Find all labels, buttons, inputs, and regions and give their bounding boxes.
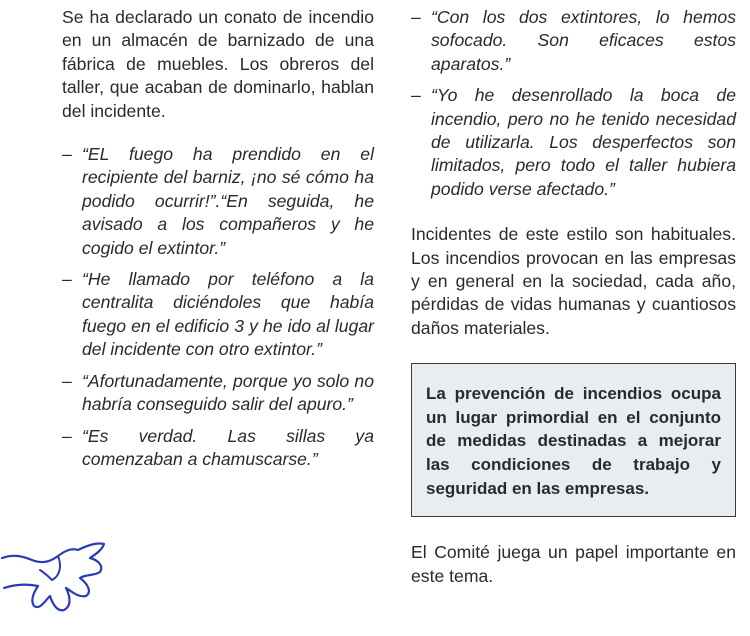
dash-marker: – (62, 269, 72, 290)
left-column (62, 6, 374, 479)
quote-item (62, 143, 374, 260)
quote-item (411, 84, 736, 201)
quote-text: “He llamado por teléfono a la centralita diciéndoles que había fuego en el edificio 3 y he ido al lugar del incidente con otro extintor.” (82, 269, 374, 360)
dash-marker: – (62, 425, 72, 446)
quote-text: “Afortunadamente, porque yo solo no habría conseguido salir del apuro.” (82, 370, 374, 415)
quote-item (411, 6, 736, 76)
incidents-paragraph: Incidentes de este estilo son habituales. Los incendios provocan en las empresas y en general en la sociedad, cada año, pérdidas de vidas humanas y cuantiosos daños materiales. (411, 224, 736, 338)
dash-marker: – (62, 370, 72, 391)
dash-marker: – (411, 7, 421, 27)
left-quote-list (62, 143, 374, 471)
closing-paragraph: El Comité juega un papel importante en este tema. (411, 542, 736, 586)
quote-text: “EL fuego ha prendido en el recipiente del barniz, ¡no sé cómo ha podido ocurrir!”.“En seguida, he avisado a los compañeros y he cogido el extintor.” (82, 144, 374, 258)
quote-item (62, 370, 374, 417)
right-quote-list (411, 6, 736, 201)
dash-marker: – (411, 85, 421, 106)
callout-text: La prevención de incendios ocupa un lugar primordial en el conjunto de medidas destinadas a mejorar las condiciones de trabajo y seguridad en las empresas. (426, 384, 721, 498)
quote-item (62, 425, 374, 472)
intro-paragraph: Se ha declarado un conato de incendio en un almacén de barnizado de una fábrica de muebles. Los obreros del taller, que acaban de dominarlo, hablan del incidente. (62, 7, 374, 121)
quote-item (62, 268, 374, 362)
quote-text: “Yo he desenrollado la boca de incendio, pero no he tenido necesidad de utilizarla. Los desperfectos son limitados, pero todo el taller hubiera podido verse afectado.” (431, 85, 736, 199)
quote-text: “Es verdad. Las sillas ya comenzaban a chamuscarse.” (82, 425, 374, 469)
quote-text: “Con los dos extintores, lo hemos sofocado. Son eficaces estos aparatos.” (431, 7, 736, 74)
prevention-callout-box (411, 363, 736, 517)
dash-marker: – (62, 144, 72, 165)
hand-drawing-icon (0, 540, 115, 620)
right-column (411, 6, 736, 588)
